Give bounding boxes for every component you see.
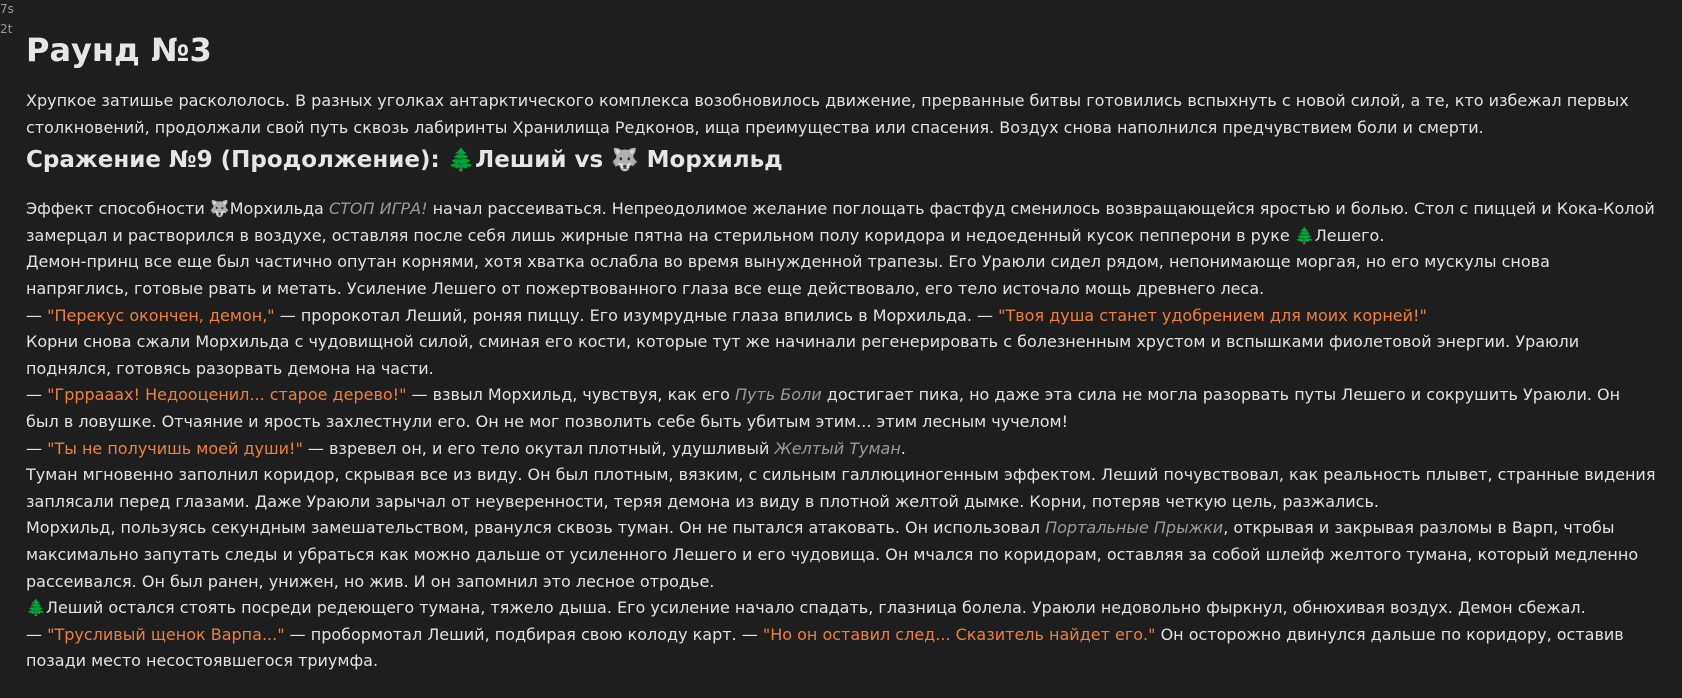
story-paragraph-8 [26, 515, 1656, 595]
dialogue-quote: "Ты не получишь моей души!" [47, 438, 303, 458]
story-paragraph-5 [26, 382, 1656, 435]
text-span: . [900, 438, 906, 458]
dialogue-quote: "Но он оставил след... Сказитель найдет его." [762, 624, 1156, 644]
wolf-icon: 🐺 [611, 148, 639, 174]
tree-icon: 🌲 [1294, 225, 1315, 245]
battle-vs: vs [566, 147, 612, 174]
text-span: — взревел он, и его тело окутал плотный, удушливый [302, 438, 775, 458]
dash: — [26, 438, 48, 458]
text-span: Лешего. [1314, 225, 1385, 245]
story-paragraph-7: Туман мгновенно заполнил коридор, скрывая все из виду. Он был плотным, вязким, с сильным галлюциногенным эффектом. Леший почувствовал, как реальность плывет, странные видения заплясали перед глазами. Даже Ураюли зарычал от неуверенности, теряя демона из виду в плотной желтой дымке. Корни, потеряв четкую цель, разжались. [26, 465, 1656, 511]
story-paragraph-4: Корни снова сжали Морхильда с чудовищной силой, сминая его кости, которые тут же начинали регенерировать с болезненным хрустом и вспышками фиолетовой энергии. Ураюли поднялся, готовясь разорвать демона на части. [26, 332, 1580, 378]
text-span: — пробормотал Леший, подбирая свою колоду карт. — [284, 624, 763, 644]
text-span: Эффект способности [26, 199, 210, 219]
dialogue-quote: "Трусливый щенок Варпа..." [47, 624, 285, 644]
battle-heading-prefix: Сражение №9 (Продолжение): [26, 147, 448, 174]
ability-name: Желтый Туман [774, 438, 901, 458]
dash: — [26, 305, 48, 325]
tree-icon: 🌲 [26, 598, 46, 618]
text-span: — взвыл Морхильд, чувствуя, как его [406, 385, 735, 405]
ability-name: Портальные Прыжки [1045, 518, 1224, 538]
story-paragraph-9 [26, 595, 1656, 622]
wolf-icon: 🐺 [209, 199, 230, 219]
dialogue-quote: "Перекус окончен, демон," [47, 305, 275, 325]
tree-icon: 🌲 [447, 148, 476, 174]
ability-name: Путь Боли [734, 385, 822, 405]
gutter-label-bottom: 2t [0, 22, 13, 36]
text-span: Морхильда [229, 199, 329, 219]
story-paragraph-10 [26, 622, 1656, 675]
battle-fighter-b: Морхильд [646, 147, 783, 174]
ability-name: СТОП ИГРА! [328, 199, 428, 219]
battle-fighter-a: Леший [475, 147, 567, 174]
text-span: начал рассеиваться. Непреодолимое желание поглощать фастфуд сменилось возвращающейся яростью и болью. Стол с пиццей и Кока-Колой замерцал и растворился в воздухе, оставляя после себя лишь жирные пятна на стерильном полу коридора и недоеденный кусок пепперони в руке [26, 199, 1655, 245]
text-span: достигает пика, но даже эта сила не могла разорвать путы Лешего и сокрушить Ураюли. Он был в ловушке. Отчаяние и ярость захлестнули его. Он не мог позволить себе быть убитым этим... этим лесным чучелом! [26, 385, 1621, 431]
story-paragraph-6 [26, 436, 1656, 463]
dash: — [26, 624, 48, 644]
gutter-label-top: 7s [0, 2, 14, 16]
story-paragraph-3 [26, 303, 1656, 330]
text-span: Леший остался стоять посреди редеющего тумана, тяжело дыша. Его усиление начало спадать, глазница болела. Ураюли недовольно фыркнул, обнюхивая воздух. Демон сбежал. [45, 598, 1586, 618]
dialogue-quote: "Твоя душа станет удобрением для моих корней!" [998, 305, 1427, 325]
dialogue-quote: "Гррраааx! Недооценил... старое дерево!" [47, 385, 407, 405]
text-span: — пророкотал Леший, роняя пиццу. Его изумрудные глаза впились в Морхильда. — [274, 305, 999, 325]
text-span: Морхильд, пользуясь секундным замешательством, рванулся сквозь туман. Он не пытался атаковать. Он использовал [26, 518, 1046, 538]
battle-heading [26, 143, 1656, 178]
story-paragraph-2: Демон-принц все еще был частично опутан корнями, хотя хватка ослабла во время вынужденной трапезы. Его Ураюли сидел рядом, непонимающе моргая, но его мускулы снова напряглись, готовые рвать и метать. Усиление Лешего от пожертвованного глаза все еще действовало, его тело источало мощь древнего леса. [26, 252, 1550, 298]
text-span: Он осторожно двинулся дальше по коридору, оставив позади место несостоявшегося триумфа. [26, 624, 1624, 671]
story-content [26, 30, 1656, 675]
text-span: , открывая и закрывая разломы в Варп, чтобы максимально запутать следы и убраться как можно дальше от усиленного Лешего и его чудовища. Он мчался по коридорам, оставляя за собой шлейф желтого тумана, который медленно рассеивался. Он был ранен, унижен, но жив. И он запомнил это лесное отродье. [26, 518, 1639, 591]
dash: — [26, 385, 48, 405]
story-paragraph-1 [26, 196, 1656, 249]
intro-paragraph: Хрупкое затишье раскололось. В разных уголках антарктического комплекса возобновилось движение, прерванные битвы готовились вспыхнуть с новой силой, а те, кто избежал первых столкновений, продолжали свой путь сквозь лабиринты Хранилища Редконов, ища преимущества или спасения. Воздух снова наполнился предчувствием боли и смерти. [26, 91, 1629, 137]
page-title: Раунд №3 [26, 31, 212, 69]
